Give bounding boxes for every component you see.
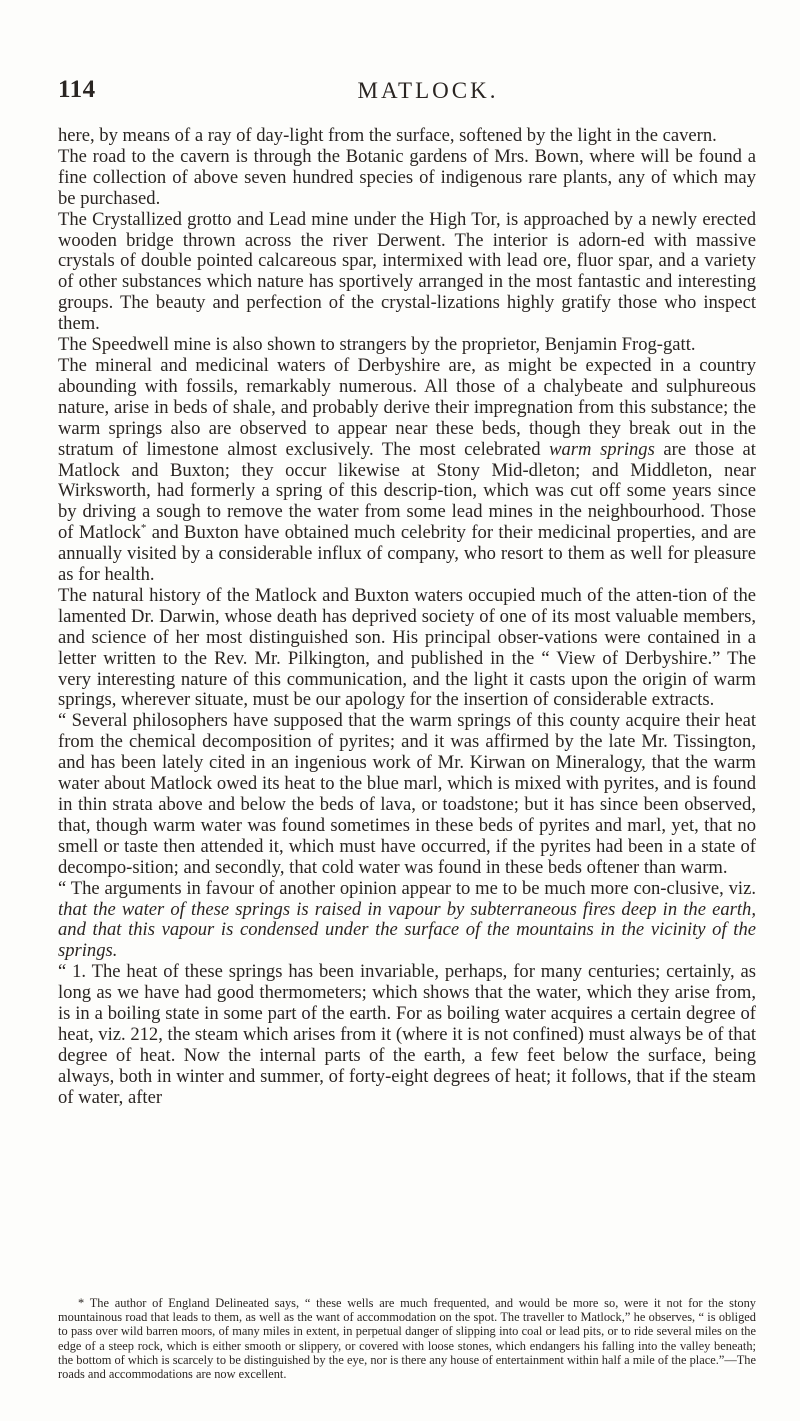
paragraph: The Speedwell mine is also shown to strangers by the proprietor, Benjamin Frog-gatt. — [58, 334, 696, 356]
paragraph: The road to the cavern is through the Botanic gardens of Mrs. Bown, where will be found a fine collection of above seven hundred species of indigenous rare plants, any of which may be purchased. — [58, 145, 756, 209]
page-number: 114 — [58, 76, 96, 103]
page-header — [58, 76, 758, 106]
paragraph — [58, 879, 756, 963]
footnote-marker: * — [78, 1296, 85, 1310]
footnote-text: The author of England Delineated says, “ these wells are much frequented, and would be more so, were it not for the stony mountainous road that leads to them, as well as the want of accommodation on the spot. The traveller to Matlock,” he observes, “ is obliged to pass over wild barren moors, of many miles in extent, in perpetual danger of slipping into coal or lead pits, or to ride several miles on the edge of a steep rock, which is either smooth or slippery, or covered with loose stones, which endangers his falling into the valley beneath; the bottom of which is scarcely to be distinguished by the eye, nor is there any house of entertainment within half a mile of the place.”—The roads and accommodations are now excellent. — [58, 1296, 757, 1382]
body-text — [58, 126, 756, 1109]
text-run: are those at Matlock and Buxton; they occur likewise at Stony Mid-dleton; and Middleton, near Wirksworth, had formerly a spring of this descrip-tion, which was cut off some years since by driving a sough to remove the water from some lead mines in the neighbourhood. Those of Matlock — [58, 438, 756, 544]
footnote-reference: * — [140, 522, 147, 535]
paragraph: The Crystallized grotto and Lead mine under the High Tor, is approached by a newly erected wooden bridge thrown across the river Derwent. The interior is adorn-ed with massive crystals of double pointed calcareous spar, intermixed with lead ore, fluor spar, and a variety of other substances which nature has sportively arranged in the most fantastic and interesting groups. The beauty and perfection of the crystal-lizations highly gratify those who inspect them. — [58, 208, 756, 335]
italic-text: warm springs — [549, 438, 655, 460]
paragraph: The natural history of the Matlock and Buxton waters occupied much of the atten-tion of the lamented Dr. Darwin, whose death has deprived society of one of its most valuable members, and science of her most distinguished son. His principal obser-vations were contained in a letter written to the Rev. Mr. Pilkington, and published in the “ View of Derbyshire.” The very interesting nature of this communication, and the light it casts upon the origin of warm springs, wherever situate, must be our apology for the insertion of considerable extracts. — [58, 584, 756, 711]
paragraph — [58, 356, 756, 586]
italic-text: that the water of these springs is raised in vapour by subterraneous fires deep in the earth, and that this vapour is condensed under the surface of the mountains in the vicinity of the springs. — [58, 898, 756, 962]
paragraph: here, by means of a ray of day-light from the surface, softened by the light in the cavern. — [58, 125, 717, 146]
running-head: MATLOCK. — [357, 78, 499, 103]
text-run: The mineral and medicinal waters of Derbyshire are, as might be expected in a country abounding with fossils, remarkably numerous. All those of a chalybeate and sulphureous nature, arise in beds of shale, and probably derive their impregnation from this substance; the warm springs also are observed to appear near these beds, though they break out in the stratum of limestone almost exclusively. The most celebrated — [58, 354, 756, 460]
paragraph: “ 1. The heat of these springs has been invariable, perhaps, for many centuries; certainly, as long as we have had good thermometers; which shows that the water, which they arise from, is in a boiling state in some part of the earth. For as boiling water acquires a certain degree of heat, viz. 212, the steam which arises from it (where it is not confined) must always be of that degree of heat. Now the internal parts of the earth, a few feet below the surface, being always, both in winter and summer, of forty-eight degrees of heat; it follows, that if the steam of water, after — [58, 961, 756, 1108]
text-run: and Buxton have obtained much celebrity for their medicinal properties, and are annually visited by a considerable influx of company, who resort to them as well for pleasure as for health. — [58, 522, 756, 586]
footnote — [58, 1296, 756, 1381]
paragraph: “ Several philosophers have supposed that the warm springs of this county acquire their heat from the chemical decomposition of pyrites; and it was affirmed by the late Mr. Tissington, and has been lately cited in an ingenious work of Mr. Kirwan on Mineralogy, that the warm water about Matlock owed its heat to the blue marl, which is mixed with pyrites, and is found in thin strata above and below the beds of lava, or toadstone; but it has since been observed, that, though warm water was found sometimes in these beds of pyrites and marl, yet, that no smell or taste then attended it, which must have occurred, if the pyrites had been in a state of decompo-sition; and secondly, that cold water was found in these beds oftener than warm. — [58, 710, 756, 878]
text-run: “ The arguments in favour of another opinion appear to me to be much more con-clusive, viz. — [58, 877, 756, 899]
